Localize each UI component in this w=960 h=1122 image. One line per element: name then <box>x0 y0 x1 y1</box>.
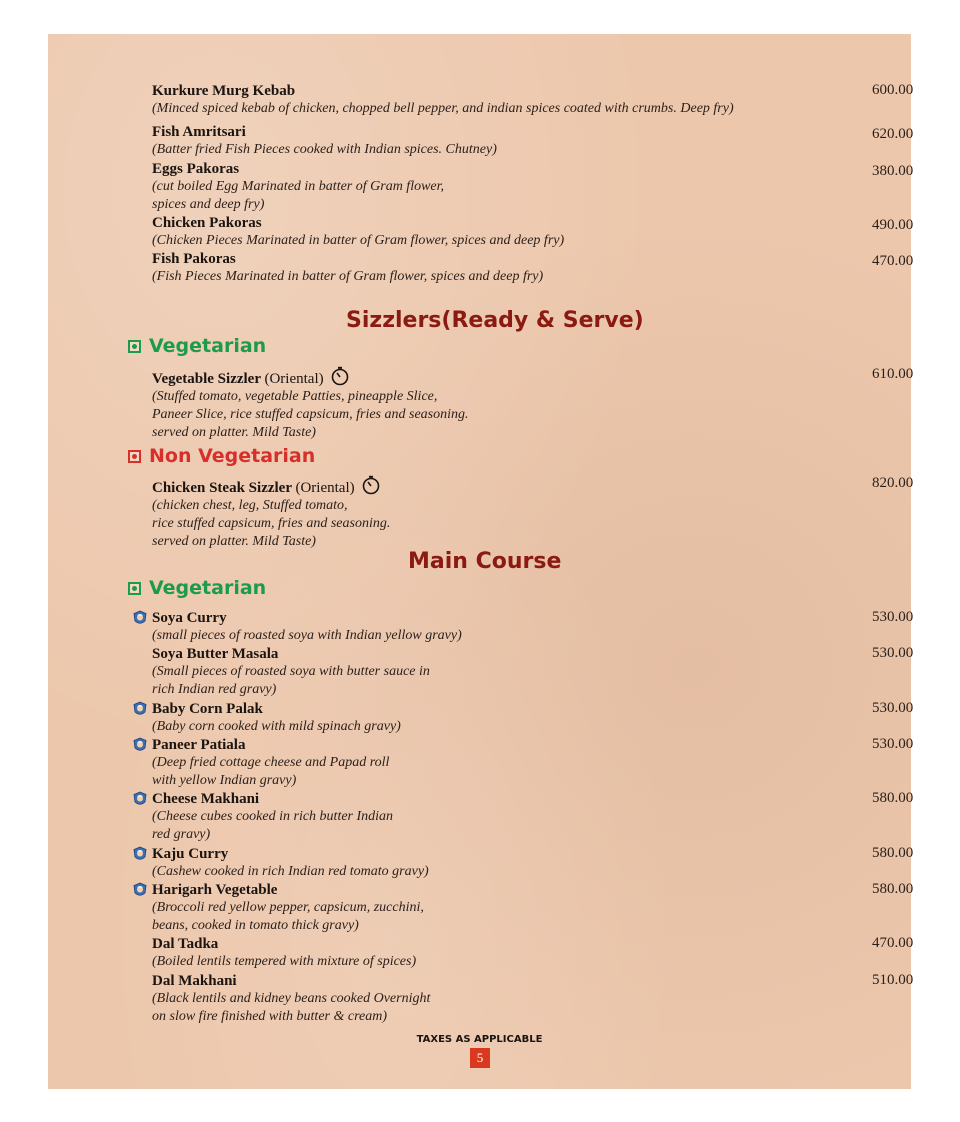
timer-icon <box>330 366 350 386</box>
timer-icon <box>361 475 381 495</box>
item-price: 380.00 <box>872 163 914 179</box>
item-price: 530.00 <box>872 645 914 661</box>
section-title-sizzlers: Sizzlers(Ready & Serve) <box>346 308 644 333</box>
item-description: (Stuffed tomato, vegetable Patties, pineapple Slice, <box>152 389 438 404</box>
item-description: (Small pieces of roasted soya with butter sauce in <box>152 664 430 679</box>
nonveg-symbol-icon <box>128 450 141 463</box>
category-non-vegetarian <box>128 445 315 467</box>
chef-special-icon <box>133 737 147 753</box>
item-description: red gravy) <box>152 827 211 842</box>
menu-item <box>152 160 914 214</box>
page-number: 5 <box>470 1048 490 1068</box>
item-description: with yellow Indian gravy) <box>152 773 297 788</box>
item-price: 580.00 <box>872 881 914 897</box>
menu-item <box>152 214 914 250</box>
category-label: Non Vegetarian <box>149 445 316 467</box>
menu-page <box>48 34 914 1089</box>
item-name: Kaju Curry <box>152 846 229 862</box>
menu-item <box>152 645 914 699</box>
chef-special-icon <box>133 791 147 807</box>
item-price: 530.00 <box>872 736 914 752</box>
menu-item <box>152 845 914 881</box>
item-name: Dal Tadka <box>152 936 219 952</box>
item-description: (Broccoli red yellow pepper, capsicum, zucchini, <box>152 900 424 915</box>
menu-item <box>152 881 914 935</box>
menu-item <box>152 123 914 159</box>
item-description: Paneer Slice, rice stuffed capsicum, fries and seasoning. <box>152 407 469 422</box>
item-name <box>152 366 872 388</box>
chef-special-icon <box>133 882 147 898</box>
item-description: (Cheese cubes cooked in rich butter Indian <box>152 809 394 824</box>
veg-symbol-icon <box>128 582 141 595</box>
item-description: served on platter. Mild Taste) <box>152 534 316 549</box>
category-label: Vegetarian <box>149 577 267 599</box>
category-vegetarian <box>128 335 266 357</box>
item-description: (chicken chest, leg, Stuffed tomato, <box>152 498 348 513</box>
category-vegetarian <box>128 577 266 599</box>
chef-special-icon <box>133 701 147 717</box>
item-style: (Oriental) <box>264 371 324 387</box>
section-title-main-course: Main Course <box>408 549 562 574</box>
item-name: Baby Corn Palak <box>152 701 263 717</box>
item-name <box>152 475 872 497</box>
item-name: Fish Amritsari <box>152 124 246 140</box>
item-description: rice stuffed capsicum, fries and seasoning. <box>152 516 391 531</box>
item-name: Dal Makhani <box>152 973 237 989</box>
item-price: 510.00 <box>872 972 914 988</box>
menu-item <box>152 250 914 286</box>
item-name: Chicken Pakoras <box>152 215 262 231</box>
item-description: (Fish Pieces Marinated in batter of Gram flower, spices and deep fry) <box>152 269 544 284</box>
item-name: Fish Pakoras <box>152 251 236 267</box>
item-name: Paneer Patiala <box>152 737 246 753</box>
item-price: 470.00 <box>872 253 914 269</box>
item-description: on slow fire finished with butter & cream) <box>152 1009 388 1024</box>
item-description: (Deep fried cottage cheese and Papad roll <box>152 755 390 770</box>
menu-item <box>152 736 914 790</box>
item-name: Cheese Makhani <box>152 791 260 807</box>
menu-item <box>152 82 914 118</box>
item-price: 580.00 <box>872 790 914 806</box>
menu-item <box>152 972 914 1026</box>
item-name: Kurkure Murg Kebab <box>152 83 296 99</box>
item-description: (small pieces of roasted soya with Indian yellow gravy) <box>152 628 462 643</box>
item-description: served on platter. Mild Taste) <box>152 425 316 440</box>
item-description: (Cashew cooked in rich Indian red tomato gravy) <box>152 864 429 879</box>
item-name: Harigarh Vegetable <box>152 882 278 898</box>
menu-item <box>152 790 914 844</box>
item-description: (Baby corn cooked with mild spinach gravy) <box>152 719 401 734</box>
item-description: (Boiled lentils tempered with mixture of spices) <box>152 954 417 969</box>
item-style: (Oriental) <box>295 480 355 496</box>
menu-item <box>152 475 914 551</box>
menu-item <box>152 609 914 645</box>
item-description: beans, cooked in tomato thick gravy) <box>152 918 359 933</box>
item-price: 820.00 <box>872 475 914 491</box>
item-description: (cut boiled Egg Marinated in batter of Gram flower, <box>152 179 445 194</box>
item-price: 490.00 <box>872 217 914 233</box>
item-price: 470.00 <box>872 935 914 951</box>
category-label: Vegetarian <box>149 335 267 357</box>
menu-item <box>152 935 914 971</box>
item-name: Soya Curry <box>152 610 227 626</box>
item-description: rich Indian red gravy) <box>152 682 277 697</box>
item-price: 530.00 <box>872 700 914 716</box>
item-description: (Black lentils and kidney beans cooked Overnight <box>152 991 431 1006</box>
item-price: 530.00 <box>872 609 914 625</box>
item-name-text: Chicken Steak Sizzler <box>152 480 292 496</box>
chef-special-icon <box>133 846 147 862</box>
chef-special-icon <box>133 610 147 626</box>
item-description: (Batter fried Fish Pieces cooked with Indian spices. Chutney) <box>152 142 497 157</box>
item-price: 610.00 <box>872 366 914 382</box>
item-name: Eggs Pakoras <box>152 161 240 177</box>
item-description: (Chicken Pieces Marinated in batter of Gram flower, spices and deep fry) <box>152 233 565 248</box>
item-price: 620.00 <box>872 126 914 142</box>
menu-item <box>152 366 914 442</box>
item-price: 580.00 <box>872 845 914 861</box>
item-description: spices and deep fry) <box>152 197 265 212</box>
item-name-text: Vegetable Sizzler <box>152 371 261 387</box>
taxes-note: TAXES AS APPLICABLE <box>416 1034 543 1045</box>
menu-item <box>152 700 914 736</box>
item-name: Soya Butter Masala <box>152 646 279 662</box>
veg-symbol-icon <box>128 340 141 353</box>
item-description: (Minced spiced kebab of chicken, chopped bell pepper, and indian spices coated with crumbs. Deep fry) <box>152 101 734 116</box>
item-price: 600.00 <box>872 82 914 98</box>
